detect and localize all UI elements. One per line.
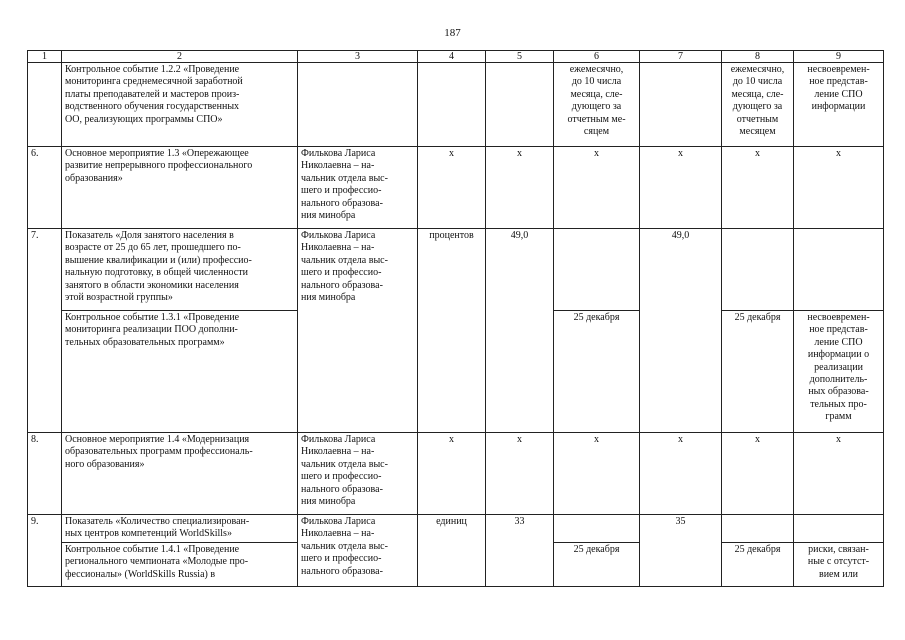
target-value: x [640,147,722,229]
base-value: 33 [486,515,554,587]
row-number: 6. [28,147,62,229]
risks [794,515,884,543]
plan-table [27,50,884,587]
target-value: 35 [640,515,722,587]
risks: x [794,433,884,515]
unit [418,63,486,147]
risks: несвоевремен- ное представ- ление СПО информации о реализации дополнитель- ных образова- тельных про- грамм [794,311,884,433]
base-value: x [486,147,554,229]
item-name: Показатель «Доля занятого населения в возрасте от 25 до 65 лет, прошедшего по- вышение квалификации и (или) профессио- нальную подготовку, в общей численности занятого в области экономики населения этой возрастной группы» [62,229,298,311]
risks [794,229,884,311]
risks: x [794,147,884,229]
header-cell: 2 [62,51,298,63]
item-name: Основное мероприятие 1.3 «Опережающее развитие непрерывного профессионального образования» [62,147,298,229]
end-date [722,515,794,543]
risks: риски, связан- ные с отсутст- вием или [794,543,884,587]
table-row [28,433,884,515]
base-value: 49,0 [486,229,554,433]
end-date: 25 декабря [722,311,794,433]
start-date: x [554,433,640,515]
page-number: 187 [444,27,461,39]
header-cell: 3 [298,51,418,63]
row-number: 9. [28,515,62,587]
start-date [554,515,640,543]
start-date [554,229,640,311]
header-cell: 4 [418,51,486,63]
unit: единиц [418,515,486,587]
item-name: Контрольное событие 1.2.2 «Проведение мониторинга среднемесячной заработной платы преподавателей и мастеров произ- водственного обучения государственных ОО, реализующих программы СПО» [62,63,298,147]
header-cell: 7 [640,51,722,63]
target-value [640,63,722,147]
table-row [28,147,884,229]
end-date: x [722,147,794,229]
header-cell: 9 [794,51,884,63]
end-date: x [722,433,794,515]
responsible: Филькова Лариса Николаевна – на- чальник отдела выс- шего и профессио- нального образова- ния минобра [298,147,418,229]
row-number: 7. [28,229,62,433]
unit: процентов [418,229,486,433]
unit: x [418,433,486,515]
responsible: Филькова Лариса Николаевна – на- чальник отдела выс- шего и профессио- нального образова- [298,515,418,587]
base-value [486,63,554,147]
table-row [28,229,884,311]
item-name: Контрольное событие 1.3.1 «Проведение мониторинга реализации ПОО дополни- тельных образовательных программ» [62,311,298,433]
start-date: 25 декабря [554,543,640,587]
header-cell: 6 [554,51,640,63]
row-number [28,63,62,147]
responsible: Филькова Лариса Николаевна – на- чальник отдела выс- шего и профессио- нального образова- ния минобра [298,229,418,433]
header-row [28,51,884,63]
header-cell: 8 [722,51,794,63]
responsible [298,63,418,147]
item-name: Основное мероприятие 1.4 «Модернизация образовательных программ профессиональ- ного образования» [62,433,298,515]
start-date: 25 декабря [554,311,640,433]
header-cell: 5 [486,51,554,63]
header-cell: 1 [28,51,62,63]
end-date [722,229,794,311]
unit: x [418,147,486,229]
risks: несвоевремен- ное представ- ление СПО информации [794,63,884,147]
table-row [28,63,884,147]
item-name: Контрольное событие 1.4.1 «Проведение регионального чемпионата «Молодые про- фессионалы» (WorldSkills Russia) в [62,543,298,587]
target-value: 49,0 [640,229,722,433]
item-name: Показатель «Количество специализирован- ных центров компетенций WorldSkills» [62,515,298,543]
start-date: ежемесячно, до 10 числа месяца, сле- дующего за отчетным ме- сяцем [554,63,640,147]
end-date: ежемесячно, до 10 числа месяца, сле- дующего за отчетным месяцем [722,63,794,147]
target-value: x [640,433,722,515]
row-number: 8. [28,433,62,515]
base-value: x [486,433,554,515]
start-date: x [554,147,640,229]
table-row [28,515,884,543]
responsible: Филькова Лариса Николаевна – на- чальник отдела выс- шего и профессио- нального образова- ния минобра [298,433,418,515]
end-date: 25 декабря [722,543,794,587]
